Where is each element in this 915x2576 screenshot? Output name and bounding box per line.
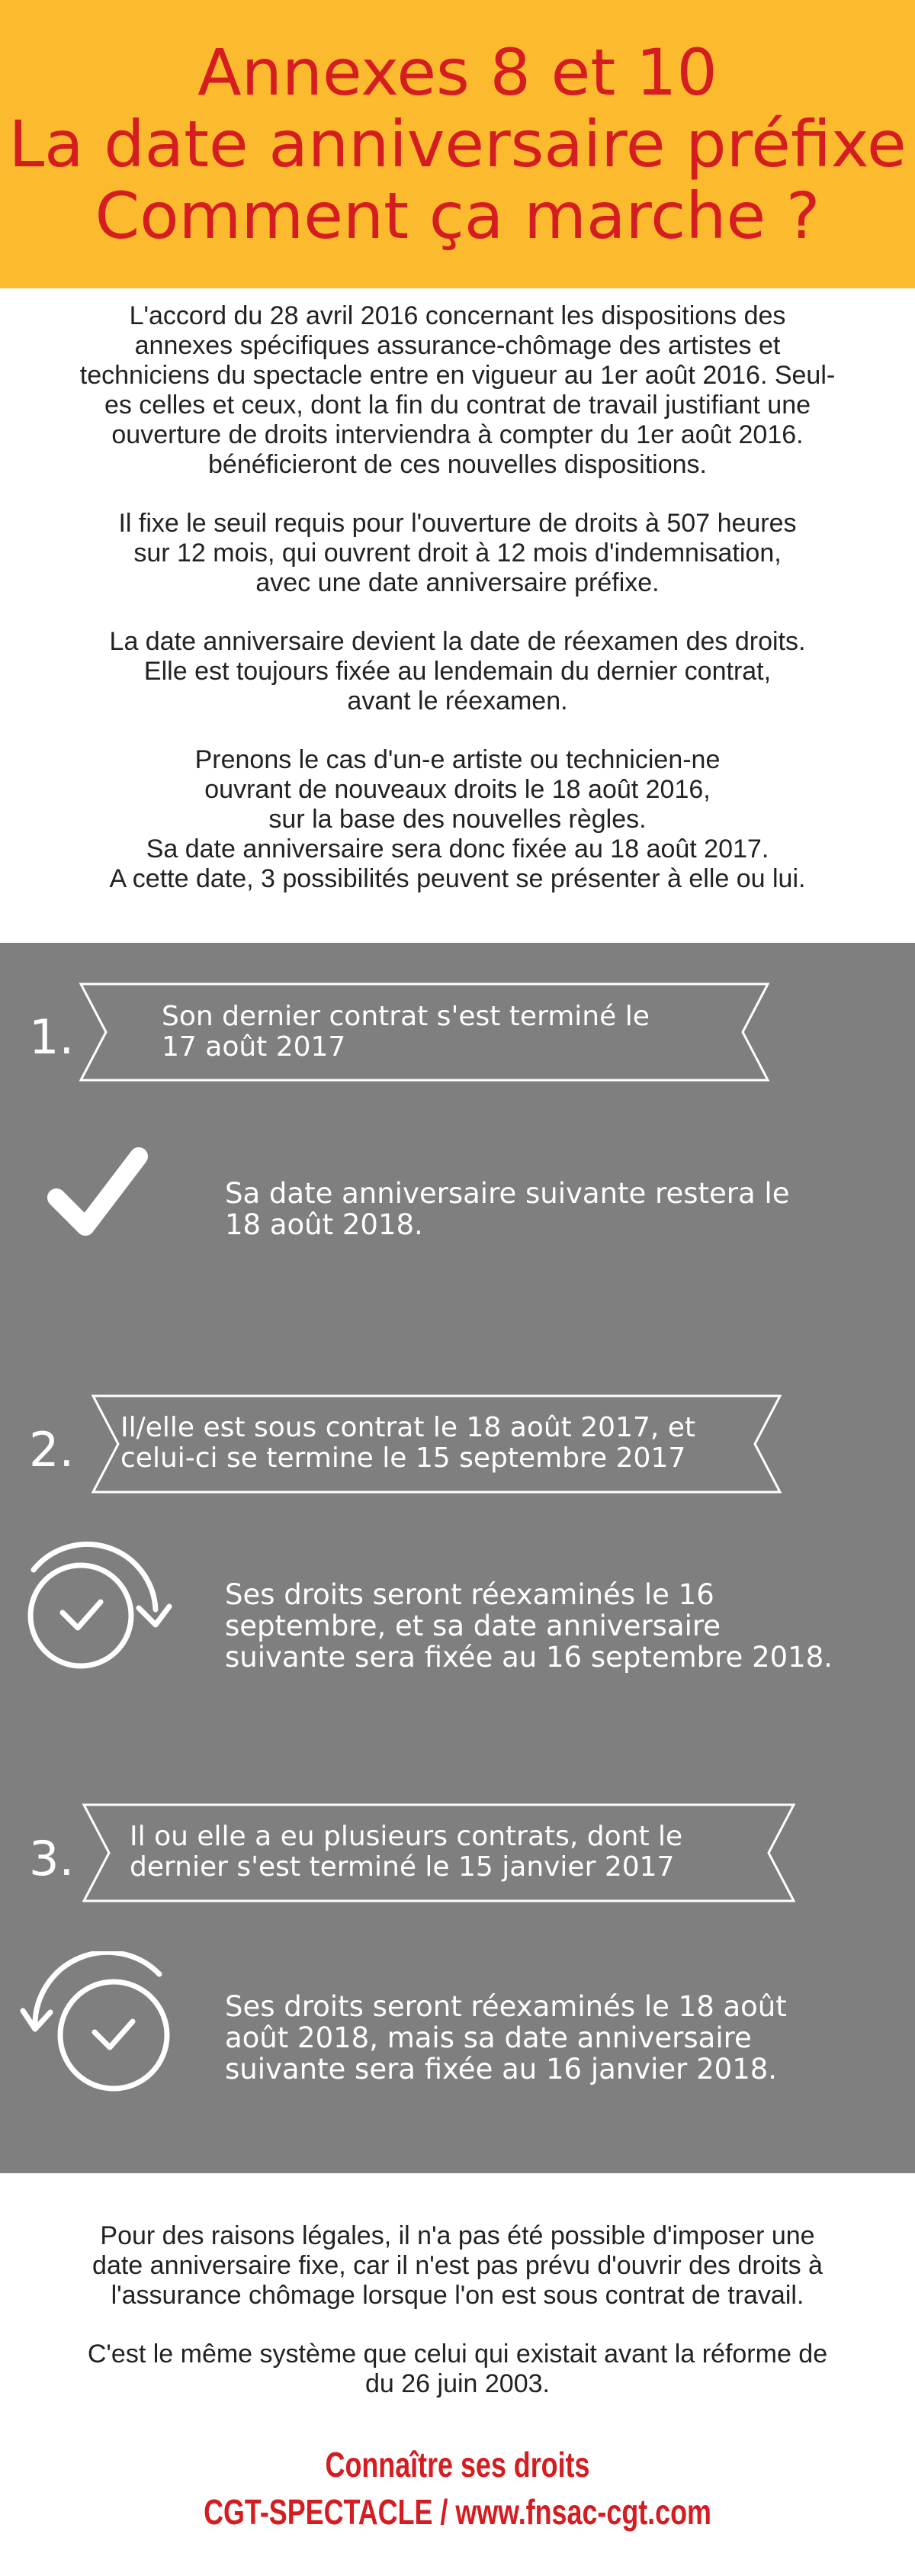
page-title-line-3: Comment ça marche ? [95, 178, 820, 253]
step-3-banner [82, 1803, 795, 1902]
intro-line: techniciens du spectacle entre en vigueur au 1er août 2016. Seul- [79, 361, 836, 390]
intro-line: sur la base des nouvelles règles. [268, 805, 647, 834]
outro-paragraph-1 [30, 2221, 884, 2311]
step-2-result-line-2: septembre, et sa date anniversaire [225, 1610, 721, 1642]
footer [0, 2441, 915, 2536]
step-1-result-line-1: Sa date anniversaire suivante restera le [225, 1177, 790, 1210]
footer-tagline: Connaître ses droits [325, 2445, 590, 2484]
step-2-case-text [120, 1413, 695, 1474]
intro-line: Sa date anniversaire sera donc fixée au 18 août 2017. [146, 835, 769, 863]
cases-panel [0, 943, 915, 2173]
step-1-result-line-2: 18 août 2018. [225, 1208, 423, 1241]
step-3-result-line-1: Ses droits seront réexaminés le 18 août [225, 1990, 787, 2023]
intro-line: L'accord du 28 avril 2016 concernant les dispositions des [129, 301, 786, 330]
step-2-result-text [225, 1579, 833, 1673]
intro-line: Prenons le cas d'un-e artiste ou technicien-ne [194, 745, 721, 774]
step-3-case-line-1: Il ou elle a eu plusieurs contrats, dont le [130, 1821, 683, 1852]
intro-section [30, 301, 884, 923]
outro-line: l'assurance chômage lorsque l'on est sous contrat de travail. [111, 2281, 804, 2310]
intro-line: es celles et ceux, dont la fin du contrat de travail justifiant une [104, 391, 811, 420]
step-2-banner [92, 1394, 782, 1494]
intro-line: avant le réexamen. [347, 687, 568, 716]
clock-backward-icon [18, 1951, 178, 2100]
step-3-case-line-2: dernier s'est terminé le 15 janvier 2017 [130, 1851, 675, 1883]
step-3-result-text [225, 1991, 787, 2085]
step-2-result-line-3: suivante sera fixée au 16 septembre 2018. [225, 1641, 833, 1674]
step-1-case-text [162, 1002, 650, 1063]
intro-line: ouverture de droits interviendra à compter du 1er août 2016. [111, 420, 804, 449]
intro-line: annexes spécifiques assurance-chômage des artistes et [134, 331, 781, 360]
outro-line: date anniversaire fixe, car il n'est pas prévu d'ouvrir des droits à [92, 2251, 823, 2280]
outro-line: du 26 juin 2003. [365, 2369, 550, 2398]
step-1-banner [79, 982, 769, 1082]
step-1-number: 1. [29, 1009, 75, 1065]
outro-section [30, 2221, 884, 2428]
intro-line: La date anniversaire devient la date de réexamen des droits. [109, 627, 806, 656]
outro-line: C'est le même système que celui qui existait avant la réforme de [87, 2340, 828, 2369]
clock-forward-icon [18, 1539, 178, 1680]
intro-line: sur 12 mois, qui ouvrent droit à 12 mois d'indemnisation, [133, 539, 782, 568]
step-3-number: 3. [29, 1831, 75, 1886]
intro-line: Elle est toujours fixée au lendemain du dernier contrat, [143, 657, 772, 686]
intro-paragraph-1 [30, 301, 884, 480]
intro-paragraph-3 [30, 627, 884, 716]
step-1-result-text [225, 1178, 789, 1240]
intro-paragraph-4 [30, 745, 884, 894]
checkmark-icon [46, 1143, 152, 1246]
step-3-result-line-2: août 2018, mais sa date anniversaire [225, 2021, 752, 2054]
step-2-case-line-1: Il/elle est sous contrat le 18 août 2017, et [120, 1412, 695, 1443]
intro-line: avec une date anniversaire préfixe. [255, 568, 660, 597]
step-2-case-line-2: celui-ci se termine le 15 septembre 2017 [120, 1442, 686, 1474]
outro-paragraph-2 [30, 2340, 884, 2399]
intro-line: ouvrant de nouveaux droits le 18 août 2016, [204, 775, 711, 804]
header-banner [0, 0, 915, 288]
outro-line: Pour des raisons légales, il n'a pas été possible d'imposer une [100, 2221, 815, 2250]
step-1-case-line-2: 17 août 2017 [162, 1031, 346, 1063]
intro-line: Il fixe le seuil requis pour l'ouverture de droits à 507 heures [118, 509, 797, 538]
step-1-case-line-1: Son dernier contrat s'est terminé le [162, 1001, 650, 1032]
page-title-line-1: Annexes 8 et 10 [197, 35, 718, 110]
step-2-result-line-1: Ses droits seront réexaminés le 16 [225, 1578, 714, 1611]
footer-website-link[interactable]: CGT-SPECTACLE / www.fnsac-cgt.com [204, 2492, 711, 2532]
step-3-result-line-3: suivante sera fixée au 16 janvier 2018. [225, 2053, 778, 2086]
page-title-line-2: La date anniversaire préfixe [8, 107, 907, 182]
intro-line: A cette date, 3 possibilités peuvent se présenter à elle ou lui. [109, 864, 806, 893]
step-3-case-text [130, 1822, 682, 1883]
intro-line: bénéficieront de ces nouvelles dispositions. [208, 450, 707, 479]
intro-paragraph-2 [30, 509, 884, 598]
step-2-number: 2. [29, 1422, 75, 1478]
